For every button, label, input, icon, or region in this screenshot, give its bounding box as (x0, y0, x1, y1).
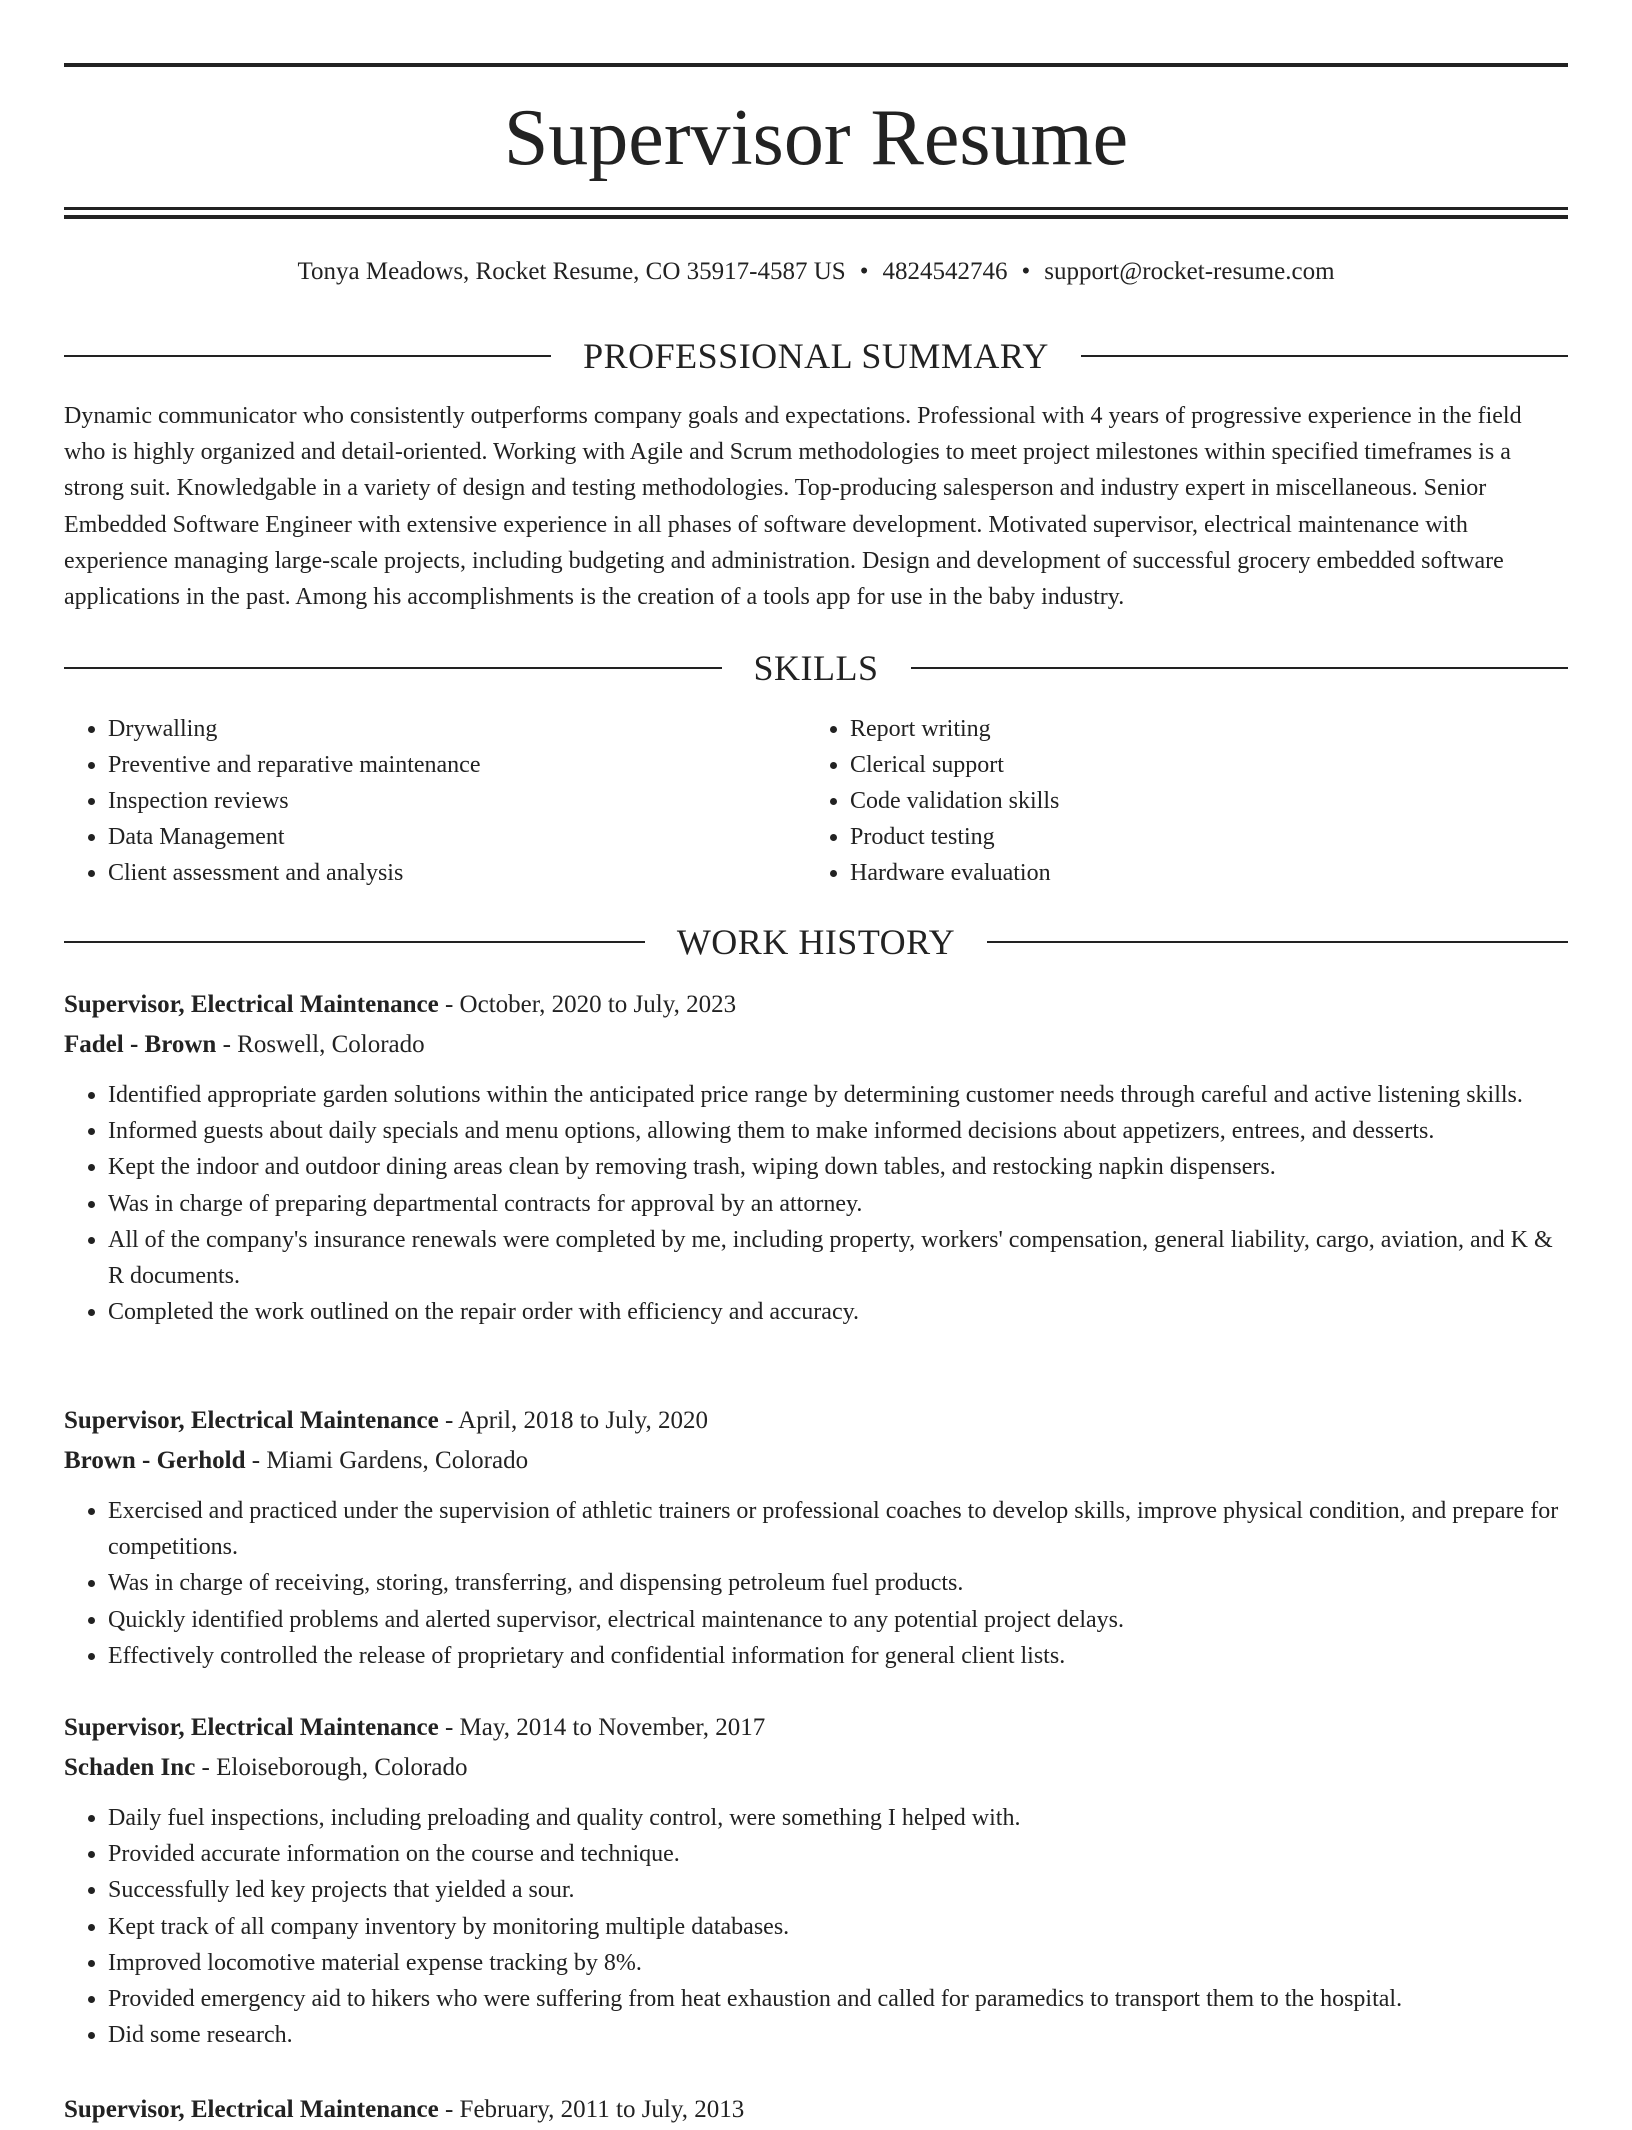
summary-heading (64, 334, 1568, 378)
skills-column-right (806, 711, 1548, 891)
job-entry (64, 1708, 1568, 2053)
job-entry (64, 1401, 1568, 1674)
skills-list (64, 711, 1568, 891)
skill-item: • Preventive and reparative maintenance (108, 747, 806, 783)
job-bullet: • All of the company's insurance renewals were completed by me, including property, workers' compensation, general liability, cargo, aviation, and K & R documents. (108, 1222, 1568, 1294)
summary-heading-label: PROFESSIONAL SUMMARY (583, 336, 1049, 376)
job-company-line (64, 1748, 1568, 1788)
job-title: Supervisor, Electrical Maintenance (64, 1714, 439, 1741)
skill-item: • Product testing (850, 819, 1548, 855)
job-dates: - February, 2011 to July, 2013 (444, 2096, 745, 2123)
summary-text: Dynamic communicator who consistently outperforms company goals and expectations. Professional with 4 years of progressive experience in the field who is highly organized and detail-oriented. Working with Agile and Scrum methodologies to meet project milestones within specified timeframes is a strong suit. Knowledgable in a variety of design and testing methodologies. Top-producing salesperson and industry expert in miscellaneous. Senior Embedded Software Engineer with extensive experience in all phases of software development. Motivated supervisor, electrical maintenance with experience managing large-scale projects, including budgeting and administration. Design and development of successful grocery embedded software applications in the past. Among his accomplishments is the creation of a tools app for use in the baby industry. (64, 403, 1522, 611)
job-bullet: • Improved locomotive material expense tracking by 8%. (108, 1945, 1568, 1981)
job-title-line (64, 2090, 1568, 2130)
title-rule-upper (64, 207, 1568, 210)
skills-heading (64, 646, 1568, 690)
job-company-line (64, 1441, 1568, 1481)
work-history-heading-label: WORK HISTORY (676, 922, 956, 962)
job-title-line (64, 985, 1568, 1025)
skill-item: • Drywalling (108, 711, 806, 747)
job-title: Supervisor, Electrical Maintenance (64, 1407, 439, 1434)
heading-rule-left (64, 941, 645, 943)
contact-email: support@rocket-resume.com (1044, 258, 1335, 285)
job-bullet: • Informed guests about daily specials and menu options, allowing them to make informed decisions about appetizers, entrees, and desserts. (108, 1113, 1568, 1149)
job-dates: - October, 2020 to July, 2023 (444, 991, 737, 1018)
contact-separator: • (1021, 258, 1031, 285)
job-title: Supervisor, Electrical Maintenance (64, 2096, 439, 2123)
skills-heading-label: SKILLS (753, 648, 879, 688)
job-location: - Eloiseborough, Colorado (201, 1754, 468, 1781)
heading-rule-left (64, 667, 722, 669)
contact-separator: • (859, 258, 869, 285)
job-company: Brown - Gerhold (64, 1447, 246, 1474)
skill-item: • Inspection reviews (108, 783, 806, 819)
title-rule-lower (64, 215, 1568, 219)
job-bullet: • Provided accurate information on the course and technique. (108, 1836, 1568, 1872)
skills-column-left (64, 711, 806, 891)
job-bullet: • Quickly identified problems and alerted supervisor, electrical maintenance to any potential project delays. (108, 1602, 1568, 1638)
skill-item: • Report writing (850, 711, 1548, 747)
job-title-line (64, 1401, 1568, 1441)
job-title: Supervisor, Electrical Maintenance (64, 991, 439, 1018)
skill-item: • Hardware evaluation (850, 855, 1548, 891)
job-entry (64, 985, 1568, 1330)
contact-address: Tonya Meadows, Rocket Resume, CO 35917-4587 US (297, 258, 846, 285)
top-rule (64, 63, 1568, 67)
job-bullet: • Successfully led key projects that yielded a sour. (108, 1872, 1568, 1908)
job-bullet: • Did some research. (108, 2017, 1568, 2053)
job-bullet: • Effectively controlled the release of proprietary and confidential information for general client lists. (108, 1638, 1568, 1674)
heading-rule-left (64, 355, 551, 357)
contact-phone: 4824542746 (882, 258, 1008, 285)
job-bullet: • Exercised and practiced under the supervision of athletic trainers or professional coaches to develop skills, improve physical condition, and prepare for competitions. (108, 1493, 1568, 1565)
skill-item: • Code validation skills (850, 783, 1548, 819)
job-bullets (64, 1493, 1568, 1674)
skill-item: • Data Management (108, 819, 806, 855)
heading-rule-right (987, 941, 1568, 943)
job-entry (64, 2090, 1568, 2130)
job-bullet: • Daily fuel inspections, including preloading and quality control, were something I helped with. (108, 1800, 1568, 1836)
heading-rule-right (1081, 355, 1568, 357)
job-location: - Roswell, Colorado (222, 1031, 425, 1058)
job-bullet: • Completed the work outlined on the repair order with efficiency and accuracy. (108, 1294, 1568, 1330)
job-company-line (64, 1025, 1568, 1065)
page-title: Supervisor Resume (503, 94, 1129, 182)
skill-item: • Client assessment and analysis (108, 855, 806, 891)
work-history-heading (64, 920, 1568, 964)
contact-line (64, 255, 1568, 289)
job-bullet: • Was in charge of receiving, storing, transferring, and dispensing petroleum fuel products. (108, 1565, 1568, 1601)
job-company: Fadel - Brown (64, 1031, 217, 1058)
heading-rule-right (911, 667, 1569, 669)
job-bullets (64, 1077, 1568, 1330)
job-bullets (64, 1800, 1568, 2053)
job-company: Schaden Inc (64, 1754, 196, 1781)
skill-item: • Clerical support (850, 747, 1548, 783)
job-bullet: • Kept track of all company inventory by monitoring multiple databases. (108, 1909, 1568, 1945)
job-dates: - May, 2014 to November, 2017 (444, 1714, 766, 1741)
job-title-line (64, 1708, 1568, 1748)
job-bullet: • Was in charge of preparing departmental contracts for approval by an attorney. (108, 1186, 1568, 1222)
job-bullet: • Provided emergency aid to hikers who were suffering from heat exhaustion and called for paramedics to transport them to the hospital. (108, 1981, 1568, 2017)
job-dates: - April, 2018 to July, 2020 (444, 1407, 708, 1434)
job-location: - Miami Gardens, Colorado (251, 1447, 529, 1474)
job-bullet: • Identified appropriate garden solutions within the anticipated price range by determining customer needs through careful and active listening skills. (108, 1077, 1568, 1113)
job-bullet: • Kept the indoor and outdoor dining areas clean by removing trash, wiping down tables, and restocking napkin dispensers. (108, 1149, 1568, 1185)
